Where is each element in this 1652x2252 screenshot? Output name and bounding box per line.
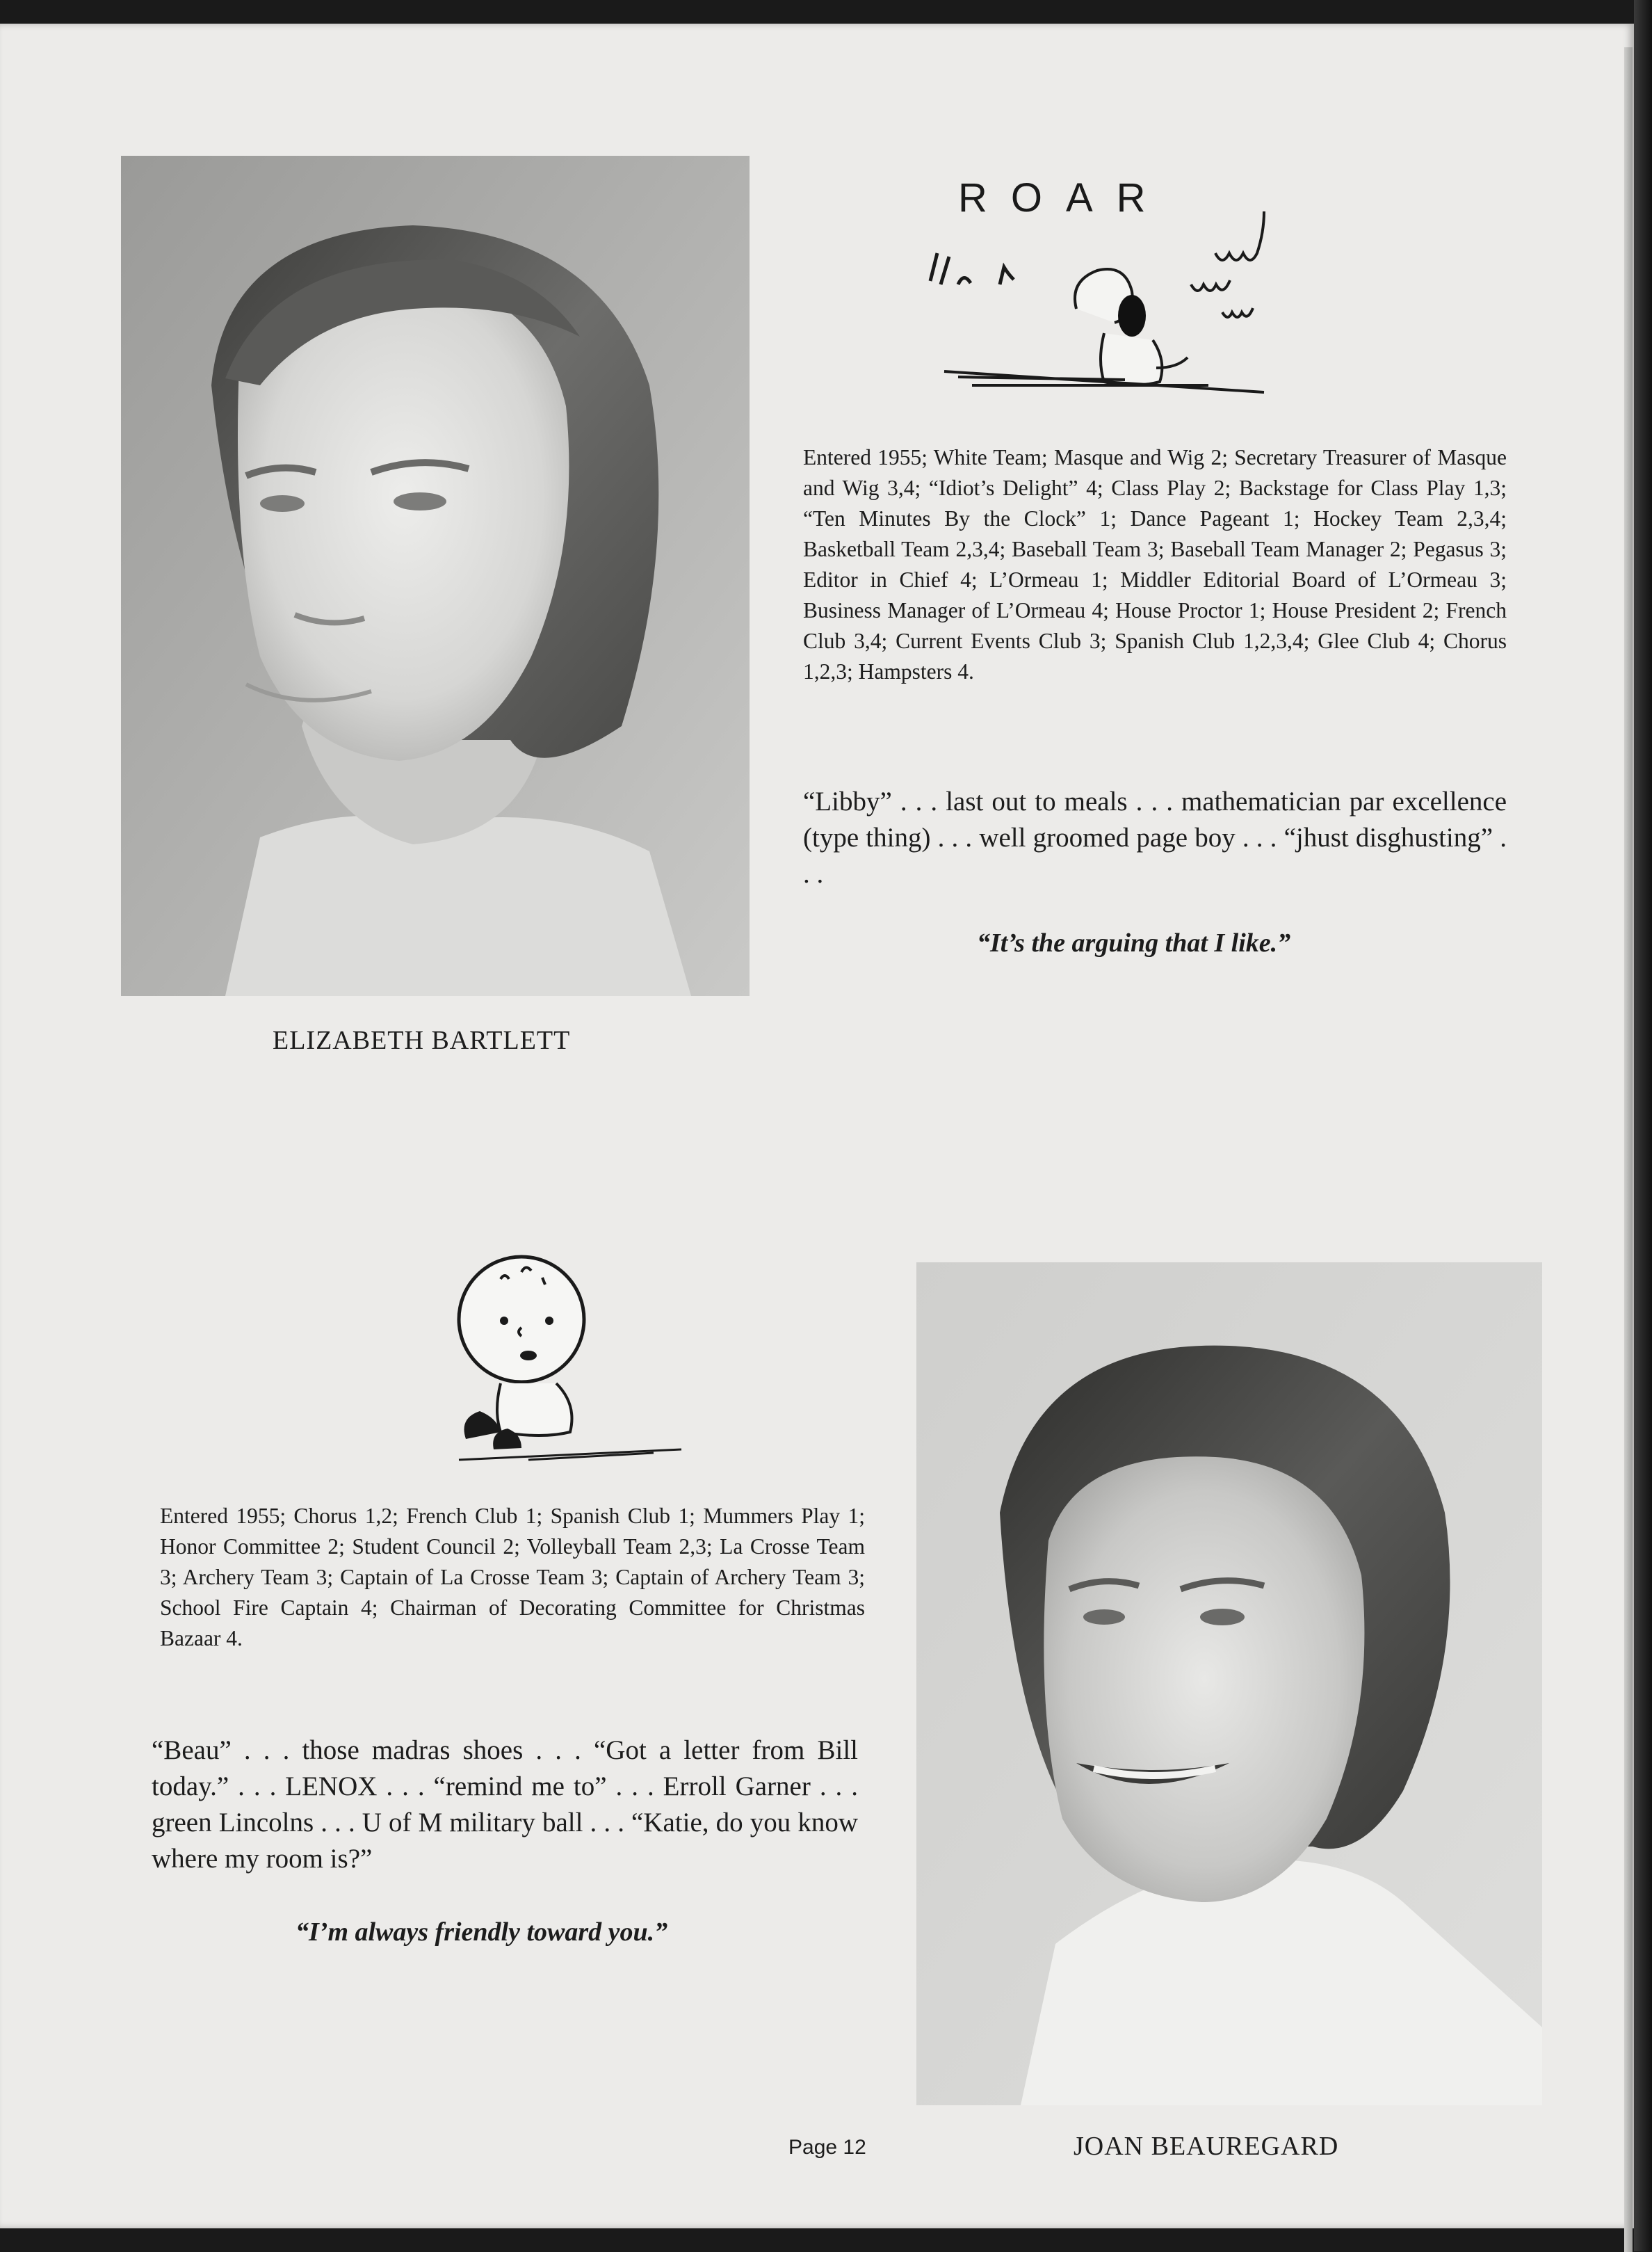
nickname-quips: “Beau” . . . those madras shoes . . . “Got a letter from Bill today.” . . . LENOX . . . “remind me to” . . . Erroll Garner . . . green Lincolns . . . U of M military ball . . . “Katie, do you know where my room is?”	[152, 1735, 858, 1874]
sitting-child-doodle	[445, 1251, 695, 1481]
roar-dog-doodle	[916, 163, 1313, 427]
student-name: JOAN BEAUREGARD	[1074, 2132, 1339, 2161]
page-number: Page 12	[788, 2136, 866, 2159]
motto-quote: “It’s the arguing that I like.”	[977, 928, 1291, 958]
scan-edge	[1634, 0, 1652, 2251]
nickname-quips: “Libby” . . . last out to meals . . . mathematician par excellence (type thing) . . . well groomed page boy . . . “jhust disghusting” . . .	[803, 787, 1507, 889]
student-name: ELIZABETH BARTLETT	[273, 1026, 571, 1055]
page-edge-shadow	[1624, 47, 1633, 2252]
portrait-photo-joan	[916, 1262, 1542, 2105]
motto-quote: “I’m always friendly toward you.”	[295, 1917, 668, 1947]
portrait-photo-elizabeth	[121, 156, 750, 996]
roar-text: ROAR	[958, 175, 1169, 220]
activities-text: Entered 1955; White Team; Masque and Wig 2; Secretary Treasurer of Masque and Wig 3,4; “Idiot’s Delight” 4; Class Play 2; Backstage for Class Play 1,3; “Ten Minutes By the Clock” 1; Dance Pageant 1; Hockey Team 2,3,4; Basketball Team 2,3,4; Baseball Team 3; Baseball Team Manager 2; Pegasus 3; Editor in Chief 4; L’Ormeau 1; Middler Editorial Board of L’Ormeau 3; Business Manager of L’Ormeau 4; House Proctor 1; House President 2; French Club 3,4; Current Events Club 3; Spanish Club 1,2,3,4; Glee Club 4; Chorus 1,2,3; Hampsters 4.	[803, 445, 1507, 684]
activities-text: Entered 1955; Chorus 1,2; French Club 1; Spanish Club 1; Mummers Play 1; Honor Committee 2; Student Council 2; Volleyball Team 2,3; La Crosse Team 3; Archery Team 3; Captain of La Crosse Team 3; Captain of Archery Team 3; School Fire Captain 4; Chairman of Decorating Committee for Christmas Bazaar 4.	[160, 1504, 865, 1650]
yearbook-page	[0, 24, 1634, 2228]
